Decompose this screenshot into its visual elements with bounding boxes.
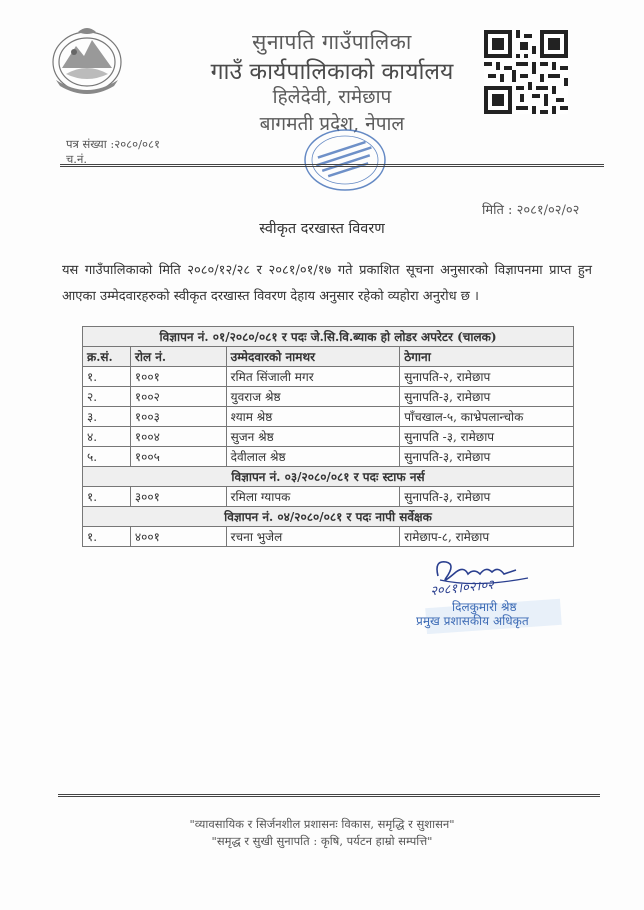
vacancy-title: विज्ञापन नं. ०४/२०८०/०८१ र पदः नापी सर्वेक्षक: [83, 507, 574, 527]
cell-sn: १.: [83, 367, 131, 387]
vacancy-title: विज्ञापन नं. ०१/२०८०/०८१ र पदः जे.सि.वि.ब्याक हो लोडर अपरेटर (चालक): [83, 327, 574, 347]
table-row: [83, 527, 574, 547]
vacancy-group-header: [83, 327, 574, 347]
footer-slogan-1: "व्यावसायिक र सिर्जनशील प्रशासनः विकास, समृद्धि र सुशासन": [189, 817, 455, 831]
letter-body: यस गाउँपालिकाको मिति २०८०/१२/२८ र २०८१/०१/१७ गते प्रकाशित सूचना अनुसारको विज्ञापनमा प्राप्त हुन आएका उम्मेदवारहरुको स्वीकृत दरखास्त विवरण देहाय अनुसार रहेको व्यहोरा अनुरोध छ ।: [62, 263, 592, 304]
table-row: [83, 387, 574, 407]
column-header-roll: रोल नं.: [130, 347, 226, 367]
cell-address: सुनापति-३, रामेछाप: [400, 387, 574, 407]
footer-divider: [58, 794, 600, 797]
cell-sn: २.: [83, 387, 131, 407]
cell-roll: १००२: [130, 387, 226, 407]
cell-roll: ३००१: [130, 487, 226, 507]
applicant-table: [82, 326, 574, 547]
dispatch-number: च.नं.: [66, 152, 87, 166]
column-header-sn: क्र.सं.: [83, 347, 131, 367]
cell-sn: १.: [83, 487, 131, 507]
vacancy-title: विज्ञापन नं. ०३/२०८०/०८१ र पदः स्टाफ नर्स: [83, 467, 574, 487]
cell-address: रामेछाप-८, रामेछाप: [400, 527, 574, 547]
cell-address: सुनापति -३, रामेछाप: [400, 427, 574, 447]
cell-roll: १००१: [130, 367, 226, 387]
signatory-name: दिलकुमारी श्रेष्ठ: [452, 600, 517, 614]
cell-address: सुनापति-३, रामेछाप: [400, 487, 574, 507]
letter-date: मिति : २०८१/०२/०२: [482, 203, 580, 218]
cell-roll: १००५: [130, 447, 226, 467]
cell-sn: १.: [83, 527, 131, 547]
table-row: [83, 367, 574, 387]
office-name: सुनापति गाउँपालिका: [252, 30, 412, 54]
table-row: [83, 407, 574, 427]
column-header-row: [83, 347, 574, 367]
cell-sn: ३.: [83, 407, 131, 427]
column-header-name: उम्मेदवारको नामथर: [226, 347, 400, 367]
signatory-title: प्रमुख प्रशासकीय अधिकृत: [416, 614, 529, 628]
letter-subject: स्वीकृत दरखास्त विवरण: [259, 221, 385, 237]
cell-name: सुजन श्रेष्ठ: [226, 427, 400, 447]
office-title: गाउँ कार्यपालिकाको कार्यालय: [210, 59, 454, 85]
table-row: [83, 447, 574, 467]
office-province: बागमती प्रदेश, नेपाल: [259, 113, 405, 135]
cell-address: पाँचखाल-५, काभ्रेपलान्चोक: [400, 407, 574, 427]
vacancy-group-header: [83, 467, 574, 487]
office-seal-stamp: [300, 124, 390, 196]
cell-sn: ४.: [83, 427, 131, 447]
table-row: [83, 487, 574, 507]
cell-address: सुनापति-२, रामेछाप: [400, 367, 574, 387]
vacancy-group-header: [83, 507, 574, 527]
column-header-address: ठेगाना: [400, 347, 574, 367]
cell-name: रमित सिंजाली मगर: [226, 367, 400, 387]
cell-roll: १००३: [130, 407, 226, 427]
cell-name: युवराज श्रेष्ठ: [226, 387, 400, 407]
cell-name: रमिला ग्यापक: [226, 487, 400, 507]
header-divider: [60, 164, 604, 167]
signature-date: २०८१।०२।०२: [429, 577, 495, 600]
table-row: [83, 427, 574, 447]
letter-number: पत्र संख्या :२०८०/०८१: [66, 137, 160, 151]
office-location: हिलेदेवी, रामेछाप: [272, 86, 392, 108]
cell-name: देवीलाल श्रेष्ठ: [226, 447, 400, 467]
cell-sn: ५.: [83, 447, 131, 467]
cell-roll: ४००१: [130, 527, 226, 547]
qr-code-icon: [484, 30, 568, 114]
footer-slogan-2: "समृद्ध र सुखी सुनापति : कृषि, पर्यटन हाम्रो सम्पत्ति": [211, 834, 433, 848]
applicant-table-body: [83, 327, 574, 547]
cell-name: रचना भुजेल: [226, 527, 400, 547]
cell-roll: १००४: [130, 427, 226, 447]
cell-name: श्याम श्रेष्ठ: [226, 407, 400, 427]
cell-address: सुनापति-३, रामेछाप: [400, 447, 574, 467]
